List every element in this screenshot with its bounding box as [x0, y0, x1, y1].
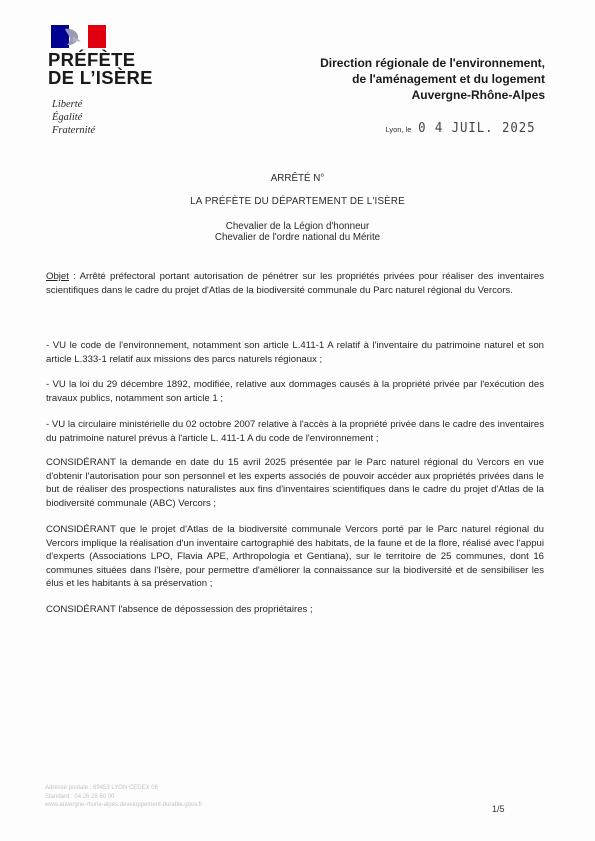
- honour-line-2: Chevalier de l'ordre national du Mérite: [214, 232, 381, 243]
- date-prefix: Lyon, le: [385, 125, 412, 134]
- motto-egalite: Égalité: [52, 112, 83, 124]
- vu-paragraph-3: - VU la circulaire ministérielle du 02 octobre 2007 relative à l'accès à la propriété privée dans le cadre des inventaires du patrimoine naturel prévus à l'article L. 411-1 A du code de l'environnement ;: [46, 419, 544, 444]
- page-number: 1/5: [492, 804, 505, 814]
- marianne-logo-icon: [51, 25, 106, 48]
- arrete-number: ARRÊTÉ N°: [270, 173, 325, 184]
- considerant-paragraph-1: CONSIDÉRANT la demande en date du 15 avril 2025 présentée par le Parc naturel régional du Vercors en vue d'obtenir l'autorisation pour son personnel et les experts associés de pouvoir accéder aux propriétés privées dans le but de réaliser des prospections naturalistes aux fins d'inventaires scientifiques dans le cadre du projet d'Atlas de la biodiversité communale (ABC) Vercors ;: [46, 457, 544, 509]
- direction-line-2: de l'aménagement et du logement: [352, 72, 545, 86]
- direction-block: [320, 55, 545, 103]
- footer-line-3: www.auvergne-rhone-alpes.developpement-durable.gouv.fr: [45, 802, 203, 808]
- prefete-title: LA PRÉFÈTE DU DÉPARTEMENT DE L'ISÈRE: [190, 196, 405, 207]
- date-stamp: 0 4 JUIL. 2025: [418, 121, 536, 136]
- vu-paragraph-2: - VU la loi du 29 décembre 1892, modifiée, relative aux dommages causés à la propriété privée par l'exécution des travaux publics, notamment son article 1 ;: [46, 379, 544, 404]
- footer-line-1: Adresse postale : 69453 LYON CEDEX 06: [45, 785, 158, 791]
- republic-motto: [52, 98, 95, 138]
- considerant-paragraph-2: CONSIDÉRANT que le projet d'Atlas de la biodiversité communale Vercors porté par le Parc naturel régional du Vercors implique la réalisation d'un inventaire cartographié des habitats, de la faune et de la flore, réalisé avec l'appui d'experts (Associations LPO, Flavia APE, Arthropologia et Gentiana), sur le territoire de 25 communes, dont 16 communes situées dans l'Isère, pour permettre d'améliorer la connaissance sur la biodiversité et de sensibiliser les élus et les habitants à sa préservation ;: [46, 524, 544, 590]
- motto-fraternite: Fraternité: [52, 125, 96, 137]
- vu-paragraph-1: - VU le code de l'environnement, notamment son article L.411-1 A relatif à l'inventaire du patrimoine naturel et son article L.333-1 relatif aux missions des parcs naturels régionaux ;: [46, 340, 544, 365]
- honours: [0, 221, 595, 243]
- prefecture-name: PRÉFÈTE DE L’ISÈRE: [48, 49, 153, 88]
- motto-liberte: Liberté: [52, 99, 83, 110]
- objet-text: : Arrêté préfectoral portant autorisation de pénétrer sur les propriétés privées pour réaliser des inventaires scientifiques dans le cadre du projet d'Atlas de la biodiversité communale du Parc naturel régional du Vercors.: [46, 271, 544, 296]
- direction-line-3: Auvergne-Rhône-Alpes: [411, 88, 545, 102]
- objet-paragraph: [46, 270, 544, 297]
- date-line: [385, 121, 539, 136]
- direction-line-1: Direction régionale de l'environnement,: [320, 56, 545, 70]
- footer-line-2: Standard : 04 26 28 60 00: [45, 793, 115, 800]
- objet-label: Objet: [46, 271, 69, 282]
- footer-address: [45, 784, 202, 810]
- honour-line-1: Chevalier de la Légion d'honneur: [225, 221, 370, 232]
- considerant-paragraph-3: CONSIDÉRANT l'absence de dépossession des propriétaires ;: [46, 604, 313, 615]
